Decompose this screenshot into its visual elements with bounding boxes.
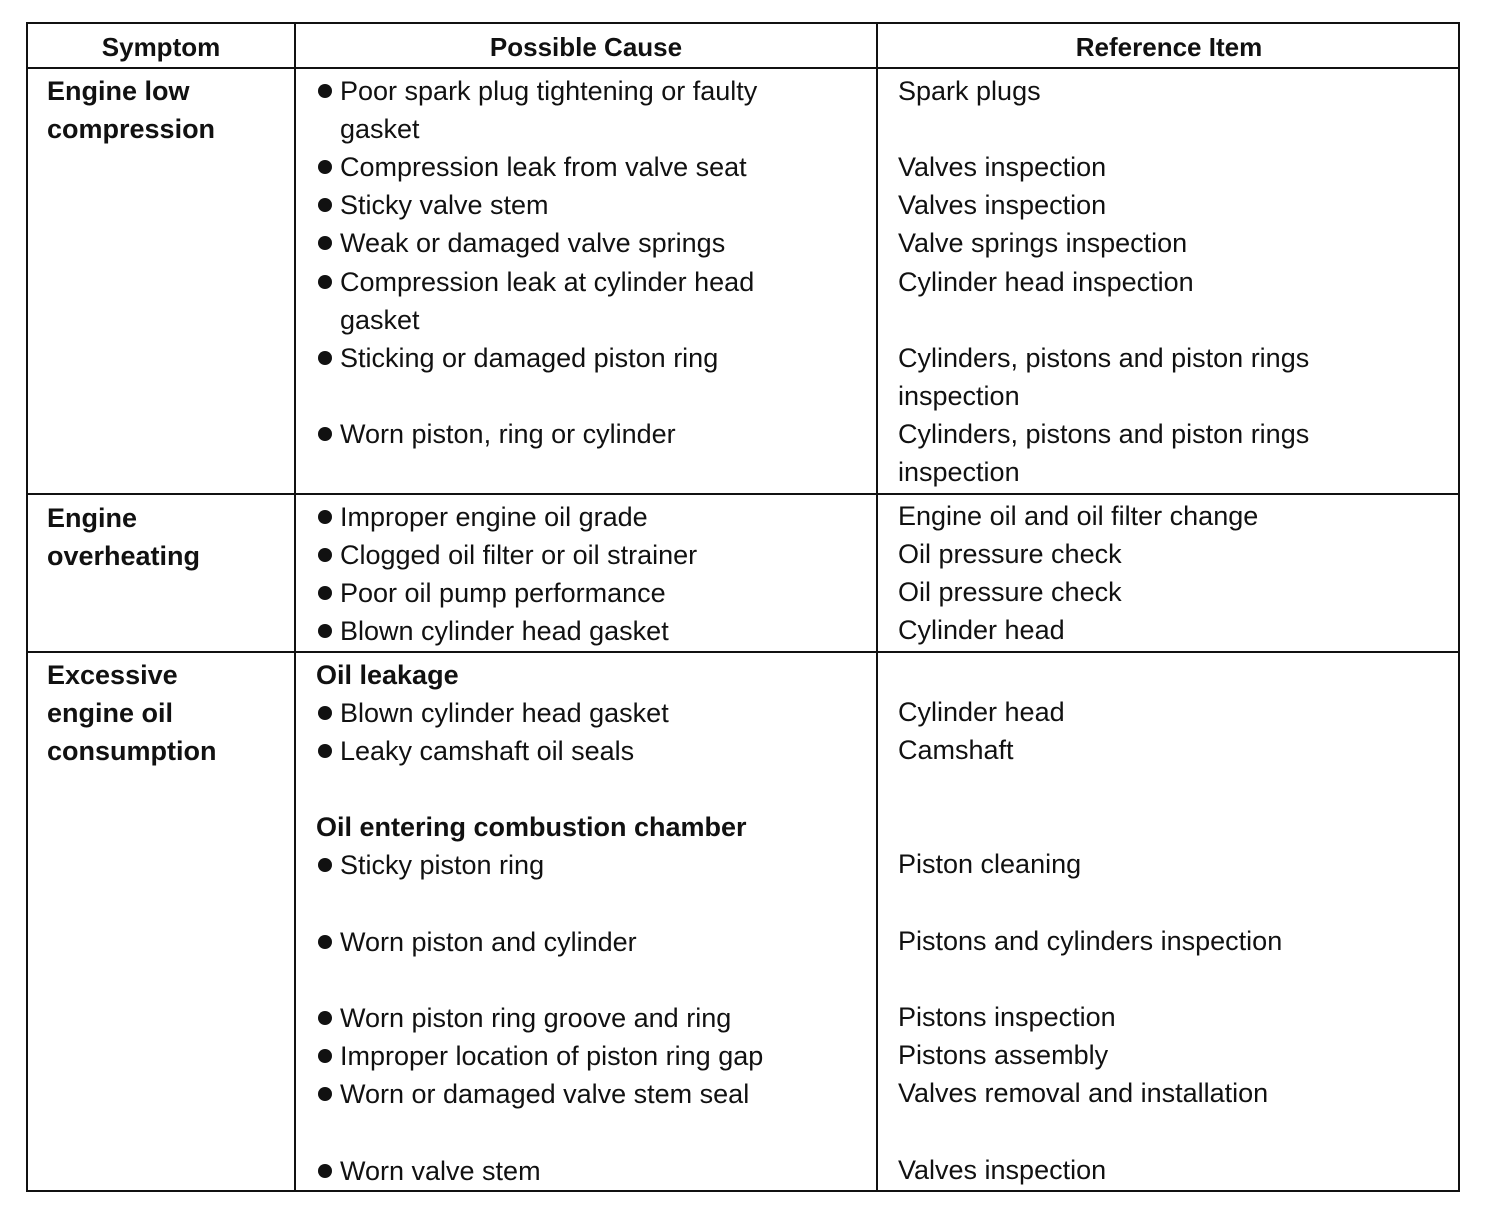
reference-item: Valve springs inspection: [898, 228, 1188, 258]
reference-item: Piston cleaning: [898, 849, 1082, 879]
symptom-engine-overheating: Engine overheating: [47, 503, 201, 572]
bullet-icon: [318, 624, 332, 638]
bullet-icon: [318, 1164, 332, 1178]
reference-item: Pistons assembly: [898, 1040, 1109, 1070]
bullet-icon: [318, 351, 332, 365]
bullet-icon: [318, 706, 332, 720]
cause-item: Clogged oil filter or oil strainer: [340, 540, 698, 570]
bullet-icon: [318, 427, 332, 441]
cause-item: Compression leak at cylinder head gasket: [340, 267, 755, 336]
cause-item: Worn valve stem: [340, 1156, 541, 1186]
reference-item: Camshaft: [898, 735, 1014, 765]
bullet-icon: [318, 744, 332, 758]
cause-item: Poor oil pump performance: [340, 578, 666, 608]
reference-item: Oil pressure check: [898, 577, 1122, 607]
cause-item: Sticky valve stem: [340, 190, 549, 220]
reference-item: Cylinder head: [898, 615, 1065, 645]
bullet-icon: [318, 236, 332, 250]
cause-item: Sticking or damaged piston ring: [340, 343, 719, 373]
cause-item: Improper location of piston ring gap: [340, 1041, 764, 1071]
row-divider-1: [28, 493, 1458, 495]
reference-item: Cylinders, pistons and piston rings inspection: [898, 343, 1310, 412]
cause-item: Compression leak from valve seat: [340, 152, 747, 182]
cause-item: Worn piston ring groove and ring: [340, 1003, 732, 1033]
reference-item: Cylinder head: [898, 697, 1065, 727]
header-possible-cause: Possible Cause: [489, 32, 683, 62]
reference-item: Valves inspection: [898, 1155, 1107, 1185]
cause-item: Improper engine oil grade: [340, 502, 648, 532]
column-divider-1: [294, 24, 296, 1190]
bullet-icon: [318, 586, 332, 600]
troubleshooting-table: [26, 22, 1460, 1192]
bullet-icon: [318, 198, 332, 212]
cause-item: Poor spark plug tightening or faulty gasket: [340, 76, 758, 145]
reference-item: Spark plugs: [898, 76, 1041, 106]
column-divider-2: [876, 24, 878, 1190]
subheading-oil-leakage: Oil leakage: [316, 660, 459, 690]
bullet-icon: [318, 1049, 332, 1063]
bullet-icon: [318, 548, 332, 562]
cause-item: Worn piston and cylinder: [340, 927, 637, 957]
reference-item: Oil pressure check: [898, 539, 1122, 569]
bullet-icon: [318, 1011, 332, 1025]
cause-item: Blown cylinder head gasket: [340, 698, 669, 728]
header-reference-item: Reference Item: [1075, 32, 1263, 62]
cause-item: Leaky camshaft oil seals: [340, 736, 635, 766]
bullet-icon: [318, 935, 332, 949]
bullet-icon: [318, 275, 332, 289]
reference-item: Valves inspection: [898, 190, 1107, 220]
reference-item: Valves inspection: [898, 152, 1107, 182]
reference-item: Cylinders, pistons and piston rings inspection: [898, 419, 1310, 488]
reference-item: Pistons inspection: [898, 1002, 1116, 1032]
reference-item: Cylinder head inspection: [898, 267, 1194, 297]
cause-item: Weak or damaged valve springs: [340, 228, 726, 258]
cause-item: Worn or damaged valve stem seal: [340, 1079, 750, 1109]
reference-item: Engine oil and oil filter change: [898, 501, 1259, 531]
row-divider-2: [28, 651, 1458, 653]
symptom-engine-low-compression: Engine low compression: [47, 76, 216, 145]
bullet-icon: [318, 510, 332, 524]
bullet-icon: [318, 858, 332, 872]
header-symptom: Symptom: [101, 32, 221, 62]
symptom-excessive-oil-consumption: Excessive engine oil consumption: [47, 660, 217, 767]
header-divider: [28, 67, 1458, 69]
bullet-icon: [318, 84, 332, 98]
reference-item: Valves removal and installation: [898, 1078, 1269, 1108]
cause-item: Worn piston, ring or cylinder: [340, 419, 676, 449]
reference-item: Pistons and cylinders inspection: [898, 926, 1283, 956]
cause-item: Sticky piston ring: [340, 850, 545, 880]
subheading-oil-entering-combustion-chamber: Oil entering combustion chamber: [316, 812, 747, 842]
bullet-icon: [318, 1087, 332, 1101]
bullet-icon: [318, 160, 332, 174]
cause-item: Blown cylinder head gasket: [340, 616, 669, 646]
